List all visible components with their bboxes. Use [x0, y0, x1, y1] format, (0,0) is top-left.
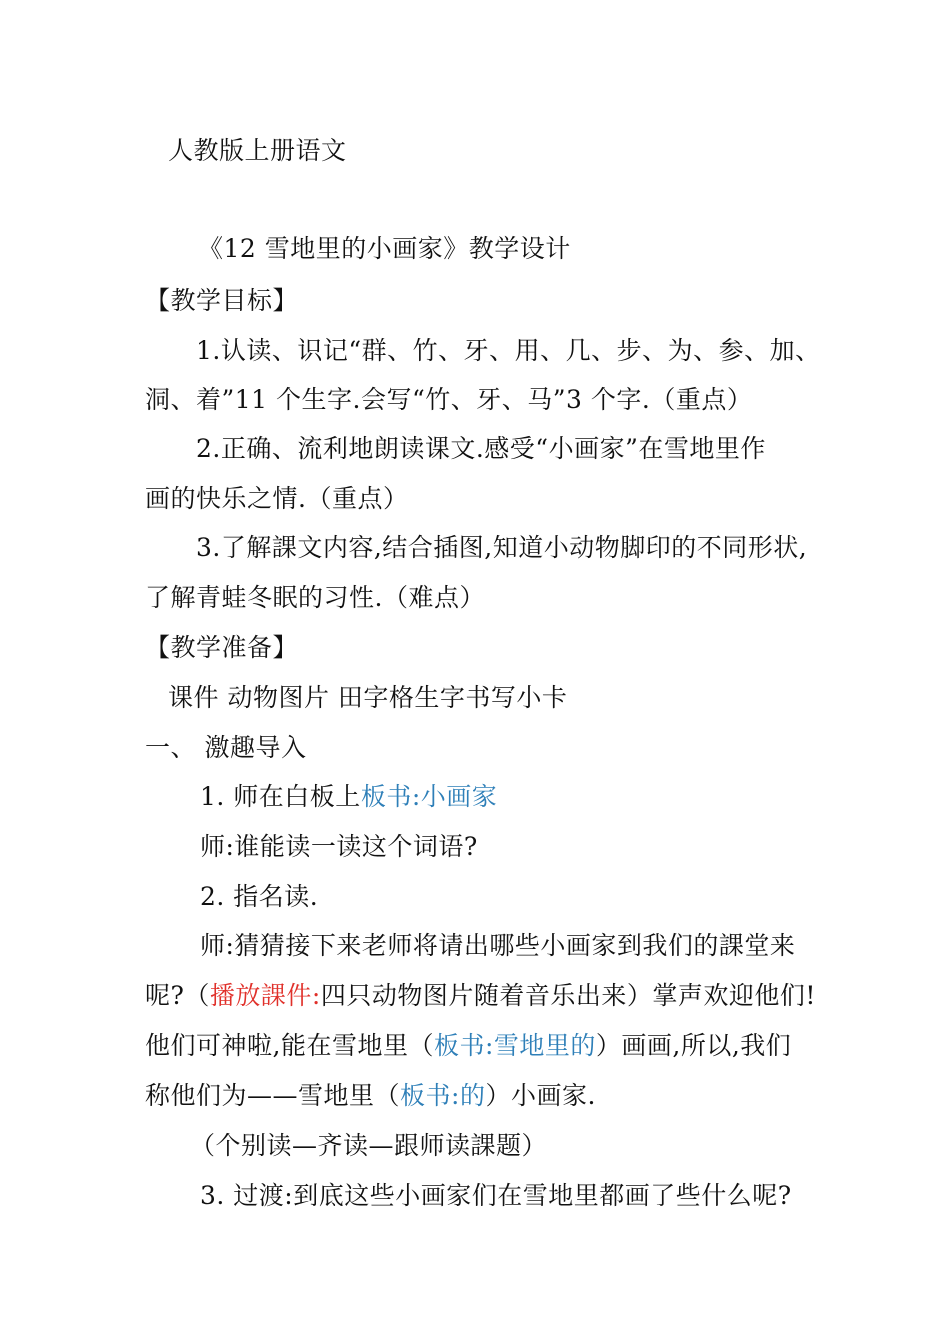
- objective-2-line-1: 2.正确、流利地朗读课文.感受“小画家”在雪地里作: [196, 434, 766, 463]
- section-1-heading: 一、 激趣导入: [145, 733, 307, 762]
- paragraph-line-4: [145, 1079, 596, 1113]
- document-header: 人教版上册语文: [168, 136, 347, 165]
- board-note-2: 板书:雪地里的: [433, 1031, 596, 1060]
- step-1: [200, 780, 497, 814]
- paragraph-line-1: 师:猜猜接下来老师将请出哪些小画家到我们的課堂来: [200, 931, 796, 960]
- prep-items: 课件 动物图片 田字格生字书写小卡: [168, 683, 568, 712]
- board-note-1: 板书:小画家: [360, 782, 498, 811]
- objective-3-line-2: 了解青蛙冬眠的习性.（难点）: [145, 583, 485, 612]
- objectives-heading: 【教学目标】: [145, 286, 299, 315]
- paragraph-line-3: [145, 1029, 791, 1063]
- prep-heading: 【教学准备】: [145, 633, 299, 662]
- reading-order: （个别读—齐读—跟师读課题）: [190, 1131, 548, 1160]
- paragraph-line-2: [145, 979, 816, 1013]
- paragraph-line-4-a: 称他们为——雪地里（: [145, 1081, 401, 1110]
- page-title: 《12 雪地里的小画家》教学设计: [198, 234, 571, 263]
- step-2: 2. 指名读.: [200, 882, 319, 911]
- objective-2-line-2: 画的快乐之情.（重点）: [145, 484, 409, 513]
- paragraph-line-4-b: ）小画家.: [485, 1081, 596, 1110]
- step-1-text: 1. 师在白板上: [200, 782, 361, 811]
- board-note-3: 板书:的: [400, 1081, 486, 1110]
- paragraph-line-2-a: 呢?（: [145, 981, 210, 1010]
- paragraph-line-3-a: 他们可神啦,能在雪地里（: [145, 1031, 434, 1060]
- paragraph-line-3-b: ）画画,所以,我们: [595, 1031, 792, 1060]
- objective-3-line-1: 3.了解課文内容,结合插图,知道小动物脚印的不同形状,: [196, 533, 808, 562]
- step-3: 3. 过渡:到底这些小画家们在雪地里都画了些什么呢?: [200, 1181, 792, 1210]
- objective-1-line-1: 1.认读、识记“群、竹、牙、用、几、步、为、参、加、: [196, 336, 821, 365]
- objective-1-line-2: 洞、着”11 个生字.会写“竹、牙、马”3 个字.（重点）: [145, 385, 753, 414]
- teacher-question: 师:谁能读一读这个词语?: [200, 832, 478, 861]
- paragraph-line-2-b: 四只动物图片随着音乐出来）掌声欢迎他们!: [320, 981, 816, 1010]
- courseware-note: 播放課件:: [209, 981, 321, 1010]
